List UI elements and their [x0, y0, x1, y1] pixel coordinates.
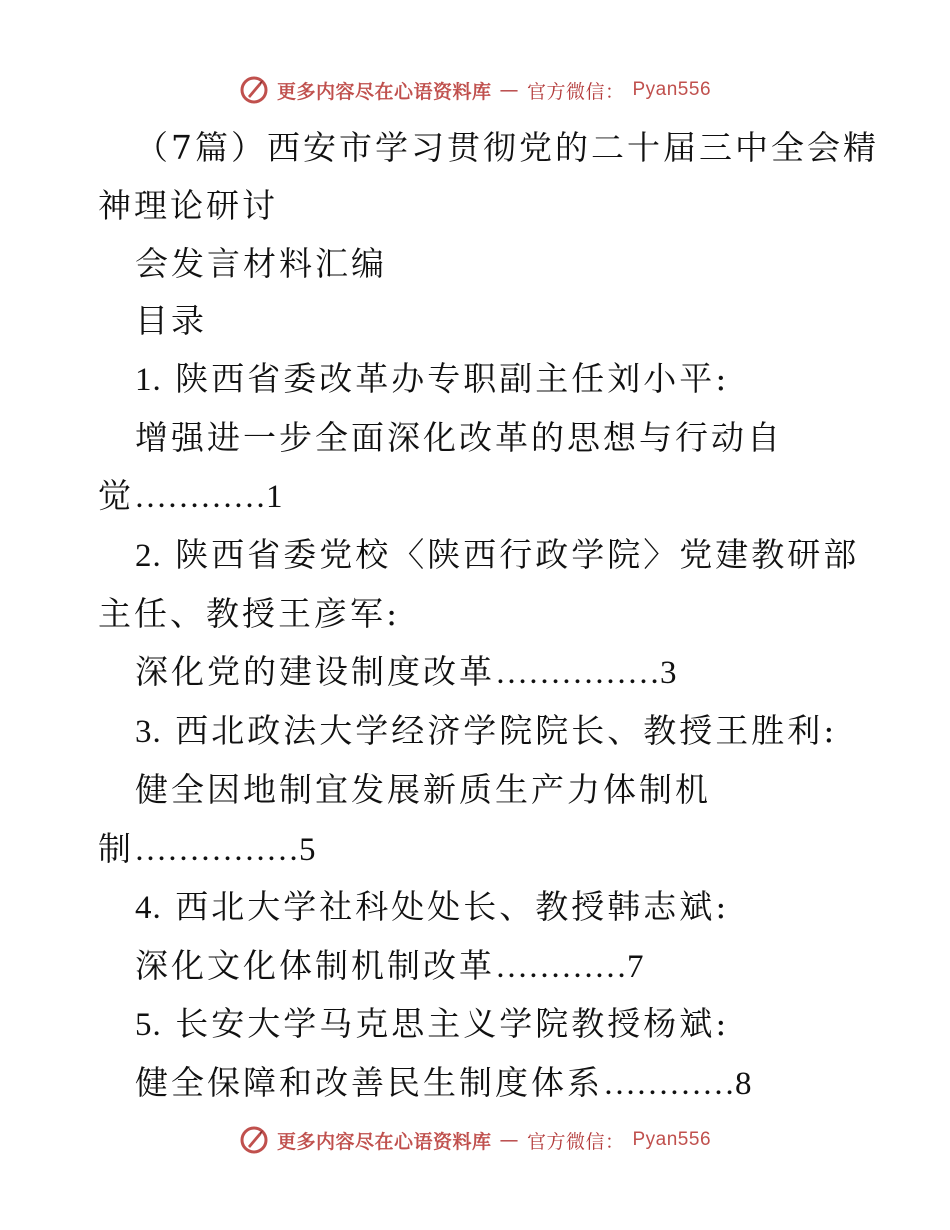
quill-logo-icon: [239, 1125, 269, 1155]
toc-entry-title-text: 深化党的建设制度改革: [135, 652, 495, 691]
watermark-wechat-id: Pyan556: [632, 79, 712, 100]
watermark-separator: —: [499, 79, 519, 101]
toc-entry-author-text: 西北政法大学经济学院院长、教授王胜利:: [175, 711, 838, 750]
toc-entry-author-text: 长安大学马克思主义学院教授杨斌:: [175, 1004, 730, 1043]
toc-entry-title-text: 深化文化体制机制改革: [135, 946, 495, 985]
quill-logo-icon: [239, 75, 269, 105]
toc-page-number: 5: [299, 832, 317, 868]
toc-entry-number: 3.: [135, 714, 162, 750]
watermark-brand: 更多内容尽在心语资料库: [276, 80, 492, 103]
doc-title-line-3: 会发言材料汇编: [135, 244, 387, 283]
toc-leader-dots: …………: [603, 1066, 735, 1102]
toc-leader-dots: …………: [134, 479, 266, 515]
toc-entry-1-title: 增强进一步全面深化改革的思想与行动自: [135, 418, 783, 457]
toc-entry-2-title: [135, 652, 678, 693]
watermark-brand: 更多内容尽在心语资料库: [276, 1130, 492, 1153]
toc-entry-3-title: 健全因地制宜发展新质生产力体制机: [135, 770, 711, 809]
toc-entry-author-text: 陕西省委改革办专职副主任刘小平:: [175, 359, 730, 398]
watermark-wechat-label: 官方微信：: [526, 80, 625, 103]
toc-entry-3-author: [135, 711, 837, 752]
toc-entry-4-title: [135, 946, 645, 987]
toc-entry-1-title-cont: [98, 476, 284, 517]
header-watermark: [0, 72, 950, 108]
toc-page-number: 7: [627, 949, 645, 985]
toc-entry-title-text: 觉: [98, 476, 134, 515]
toc-entry-title-text: 健全保障和改善民生制度体系: [135, 1063, 603, 1102]
toc-entry-3-title-cont: [98, 829, 317, 870]
doc-title-line-2: 神理论研讨: [98, 186, 278, 225]
toc-entry-author-text: 陕西省委党校〈陕西行政学院〉党建教研部: [175, 535, 860, 574]
toc-entry-title-text: 制: [98, 829, 134, 868]
toc-entry-5-title: [135, 1063, 753, 1104]
toc-entry-number: 5.: [135, 1007, 162, 1043]
toc-entry-5-author: [135, 1004, 729, 1045]
toc-page-number: 8: [735, 1066, 753, 1102]
toc-entry-4-author: [135, 887, 729, 928]
watermark-wechat-label: 官方微信：: [526, 1130, 625, 1153]
toc-entry-number: 1.: [135, 362, 162, 398]
toc-leader-dots: …………: [495, 949, 627, 985]
toc-leader-dots: ……………: [134, 832, 299, 868]
toc-heading: 目录: [135, 301, 207, 340]
footer-watermark: [0, 1122, 950, 1158]
toc-entry-1-author: [135, 359, 729, 400]
toc-entry-number: 4.: [135, 890, 162, 926]
watermark-wechat-id: Pyan556: [632, 1129, 712, 1150]
watermark-separator: —: [499, 1129, 519, 1151]
toc-entry-2-author-cont: 主任、教授王彦军:: [98, 594, 401, 633]
doc-title-line-1: （7篇）西安市学习贯彻党的二十届三中全会精: [135, 128, 879, 167]
toc-entry-2-author: [135, 535, 859, 576]
toc-page-number: 1: [266, 479, 284, 515]
toc-leader-dots: ……………: [495, 655, 660, 691]
toc-entry-author-text: 西北大学社科处处长、教授韩志斌:: [175, 887, 730, 926]
toc-page-number: 3: [660, 655, 678, 691]
toc-entry-number: 2.: [135, 538, 162, 574]
